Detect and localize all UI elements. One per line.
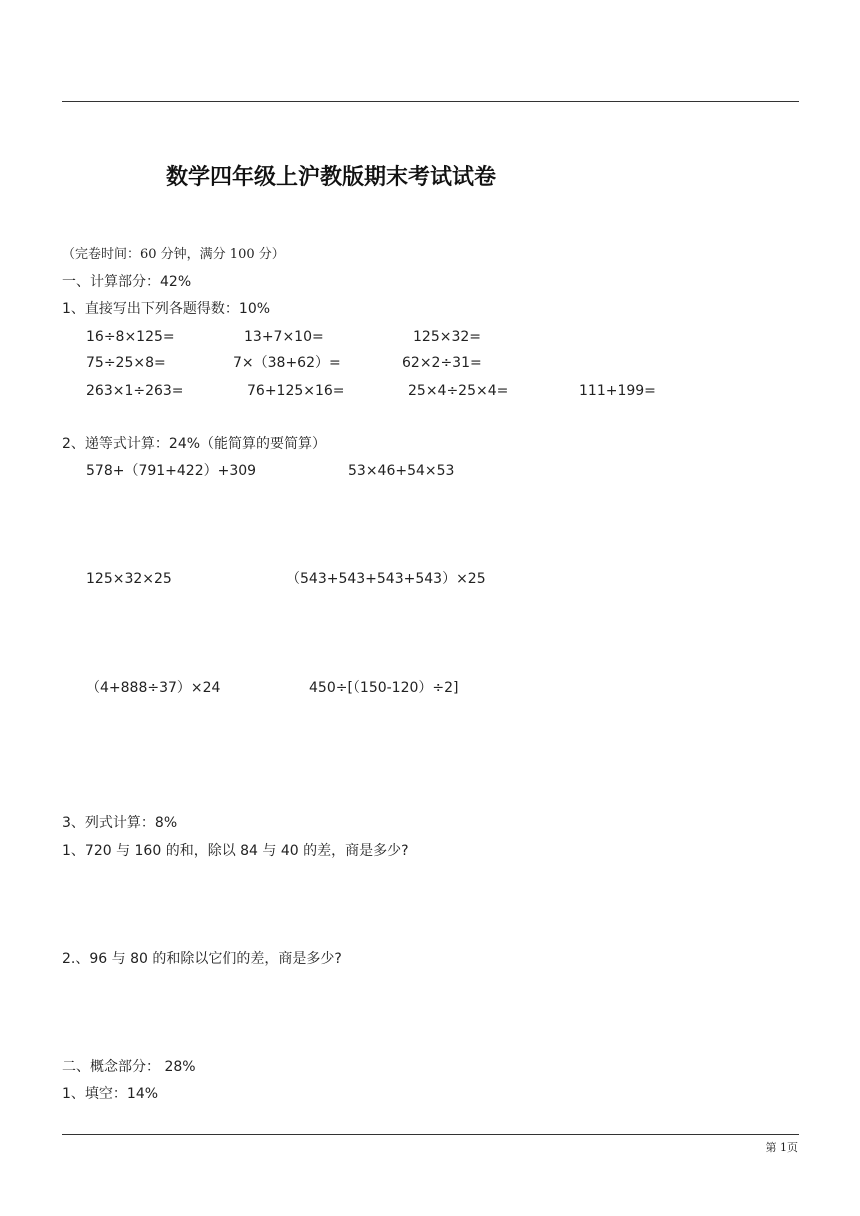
calc-item: 75÷25×8=	[86, 355, 166, 371]
calc-item: 25×4÷25×4=	[408, 383, 509, 399]
page-number: 第 1页	[765, 1141, 798, 1154]
calc-item: 76+125×16=	[247, 383, 345, 399]
page-title: 数学四年级上沪教版期末考试试卷	[166, 164, 497, 190]
stepwise-item: 450÷[（150-120）÷2]	[309, 680, 459, 696]
question-1-heading: 1、直接写出下列各题得数：10%	[62, 301, 271, 317]
stepwise-item: （543+543+543+543）×25	[286, 571, 486, 587]
calc-item: 16÷8×125=	[86, 329, 175, 345]
stepwise-item: 578+（791+422）+309	[86, 463, 257, 479]
section-1-heading: 一、计算部分：42%	[62, 274, 192, 290]
stepwise-item: （4+888÷37）×24	[86, 680, 221, 696]
calc-item: 111+199=	[579, 383, 656, 399]
section-2-question-1-heading: 1、填空：14%	[62, 1086, 159, 1102]
word-problem: 1、720 与 160 的和，除以 84 与 40 的差，商是多少?	[62, 843, 409, 859]
footer-rule	[62, 1134, 799, 1135]
calc-item: 13+7×10=	[244, 329, 324, 345]
header-rule	[62, 101, 799, 102]
word-problem: 2.、96 与 80 的和除以它们的差，商是多少?	[62, 951, 342, 967]
calc-item: 7×（38+62）=	[233, 355, 341, 371]
section-2-heading: 二、概念部分： 28%	[62, 1059, 196, 1075]
calc-item: 62×2÷31=	[402, 355, 482, 371]
calc-item: 125×32=	[413, 329, 481, 345]
calc-item: 263×1÷263=	[86, 383, 184, 399]
question-2-heading: 2、递等式计算：24%（能简算的要简算）	[62, 436, 327, 452]
stepwise-item: 125×32×25	[86, 571, 172, 587]
stepwise-item: 53×46+54×53	[348, 463, 455, 479]
exam-intro: （完卷时间：60 分钟，满分 100 分）	[62, 247, 285, 262]
question-3-heading: 3、列式计算：8%	[62, 815, 178, 831]
